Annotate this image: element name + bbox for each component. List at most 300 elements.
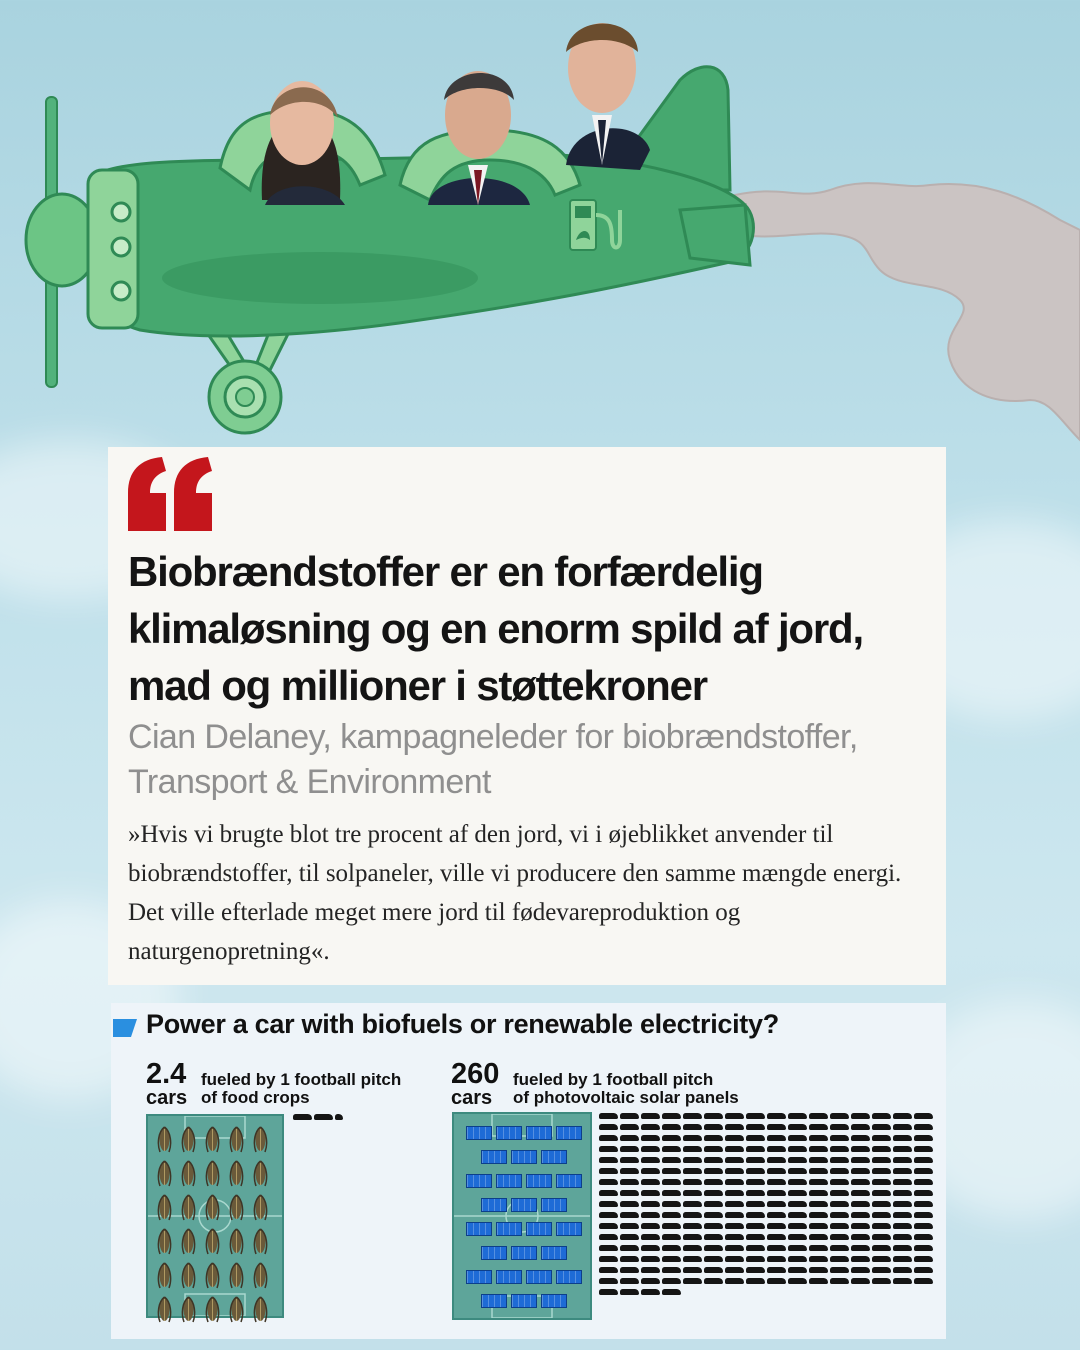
- solar-panel-icon: [481, 1246, 507, 1260]
- quote-card: [108, 447, 946, 985]
- car-icon: [704, 1124, 723, 1130]
- car-icon: [830, 1278, 849, 1284]
- quote-mark-icon: [126, 453, 216, 531]
- car-icon: [704, 1201, 723, 1207]
- car-icon: [809, 1157, 828, 1163]
- car-icon: [599, 1146, 618, 1152]
- car-icon: [704, 1146, 723, 1152]
- solar-panel-icon: [466, 1174, 492, 1188]
- pilot-portrait-3: [566, 23, 650, 170]
- car-icon: [872, 1190, 891, 1196]
- crop-icon: [154, 1226, 175, 1256]
- car-icon: [599, 1234, 618, 1240]
- crop-icon: [250, 1226, 271, 1256]
- car-icon: [914, 1157, 933, 1163]
- car-icon: [830, 1256, 849, 1262]
- car-icon: [725, 1223, 744, 1229]
- car-icon: [725, 1157, 744, 1163]
- car-icon: [620, 1278, 639, 1284]
- car-icon: [704, 1135, 723, 1141]
- car-icon: [830, 1113, 849, 1119]
- car-icon: [851, 1190, 870, 1196]
- car-icon: [746, 1256, 765, 1262]
- car-icon: [872, 1124, 891, 1130]
- car-icon: [746, 1190, 765, 1196]
- car-icon: [725, 1168, 744, 1174]
- car-icon: [704, 1256, 723, 1262]
- crop-icon: [250, 1260, 271, 1290]
- car-icon: [704, 1234, 723, 1240]
- crop-icon: [154, 1294, 175, 1324]
- crop-icon: [250, 1158, 271, 1188]
- biofuel-cars: [293, 1114, 363, 1120]
- car-icon: [683, 1256, 702, 1262]
- crop-icon: [178, 1260, 199, 1290]
- car-icon: [851, 1179, 870, 1185]
- car-icon: [809, 1245, 828, 1251]
- car-icon: [767, 1113, 786, 1119]
- car-icon: [914, 1135, 933, 1141]
- car-icon: [662, 1278, 681, 1284]
- car-icon: [599, 1168, 618, 1174]
- car-icon: [872, 1146, 891, 1152]
- car-icon: [662, 1157, 681, 1163]
- car-icon: [641, 1135, 660, 1141]
- car-icon: [872, 1245, 891, 1251]
- solar-value: 260: [451, 1058, 500, 1090]
- car-icon: [914, 1234, 933, 1240]
- car-icon: [620, 1135, 639, 1141]
- car-icon: [830, 1223, 849, 1229]
- solar-panel-icon: [511, 1198, 537, 1212]
- car-icon: [683, 1234, 702, 1240]
- biofuel-stat: [146, 1059, 436, 1109]
- car-icon: [683, 1278, 702, 1284]
- car-icon: [872, 1278, 891, 1284]
- crop-icon: [226, 1124, 247, 1154]
- car-icon: [788, 1113, 807, 1119]
- car-icon: [809, 1223, 828, 1229]
- car-icon: [599, 1124, 618, 1130]
- solar-panel-icon: [511, 1294, 537, 1308]
- car-icon: [725, 1135, 744, 1141]
- car-icon: [830, 1190, 849, 1196]
- car-icon: [914, 1124, 933, 1130]
- car-icon: [809, 1179, 828, 1185]
- car-icon: [725, 1201, 744, 1207]
- car-icon: [914, 1113, 933, 1119]
- car-icon: [830, 1245, 849, 1251]
- car-icon: [851, 1278, 870, 1284]
- car-icon: [662, 1267, 681, 1273]
- car-icon: [830, 1146, 849, 1152]
- car-icon: [641, 1190, 660, 1196]
- car-icon: [662, 1179, 681, 1185]
- car-icon: [809, 1190, 828, 1196]
- car-icon: [620, 1212, 639, 1218]
- car-icon: [662, 1223, 681, 1229]
- car-icon: [788, 1234, 807, 1240]
- car-icon: [809, 1278, 828, 1284]
- car-icon: [893, 1168, 912, 1174]
- car-icon: [683, 1223, 702, 1229]
- car-icon: [746, 1278, 765, 1284]
- car-icon: [851, 1157, 870, 1163]
- solar-panel-icon: [496, 1174, 522, 1188]
- solar-unit: cars: [451, 1087, 493, 1109]
- car-icon: [641, 1201, 660, 1207]
- car-icon: [746, 1179, 765, 1185]
- car-icon: [620, 1201, 639, 1207]
- car-icon: [767, 1201, 786, 1207]
- car-icon: [704, 1179, 723, 1185]
- car-icon: [872, 1223, 891, 1229]
- car-icon: [788, 1223, 807, 1229]
- car-icon: [599, 1289, 618, 1295]
- solar-stat: [451, 1059, 811, 1109]
- car-icon: [767, 1168, 786, 1174]
- solar-panel-icon: [556, 1222, 582, 1236]
- solar-line2: of photovoltaic solar panels: [513, 1088, 739, 1107]
- car-icon: [788, 1179, 807, 1185]
- car-icon: [872, 1212, 891, 1218]
- car-icon: [893, 1135, 912, 1141]
- car-icon: [725, 1124, 744, 1130]
- solar-panel-icon: [541, 1198, 567, 1212]
- solar-panel-icon: [481, 1198, 507, 1212]
- car-icon: [914, 1267, 933, 1273]
- car-icon: [851, 1113, 870, 1119]
- car-icon: [914, 1201, 933, 1207]
- car-icon: [599, 1245, 618, 1251]
- car-icon: [683, 1168, 702, 1174]
- car-icon: [893, 1113, 912, 1119]
- car-icon: [851, 1135, 870, 1141]
- car-icon: [893, 1146, 912, 1152]
- crop-icon: [202, 1294, 223, 1324]
- solar-field-pitch: [452, 1112, 592, 1320]
- car-icon: [704, 1113, 723, 1119]
- car-icon: [830, 1179, 849, 1185]
- car-icon: [725, 1234, 744, 1240]
- car-icon: [662, 1256, 681, 1262]
- crop-icon: [154, 1260, 175, 1290]
- car-icon: [620, 1168, 639, 1174]
- car-icon: [683, 1113, 702, 1119]
- crop-icon: [226, 1226, 247, 1256]
- car-icon: [788, 1124, 807, 1130]
- car-icon: [851, 1146, 870, 1152]
- crop-icon: [178, 1192, 199, 1222]
- car-icon: [620, 1113, 639, 1119]
- car-icon: [767, 1157, 786, 1163]
- car-icon: [809, 1212, 828, 1218]
- solar-panel-icon: [526, 1222, 552, 1236]
- car-icon: [641, 1212, 660, 1218]
- car-icon: [914, 1278, 933, 1284]
- car-icon: [704, 1267, 723, 1273]
- car-icon: [620, 1179, 639, 1185]
- car-icon: [851, 1124, 870, 1130]
- car-icon: [788, 1267, 807, 1273]
- car-icon: [599, 1113, 618, 1119]
- car-icon: [746, 1168, 765, 1174]
- car-icon: [788, 1146, 807, 1152]
- car-icon: [830, 1135, 849, 1141]
- car-icon: [809, 1267, 828, 1273]
- car-icon: [704, 1278, 723, 1284]
- biofuel-value: 2.4: [146, 1058, 187, 1090]
- car-icon: [683, 1190, 702, 1196]
- car-icon: [872, 1267, 891, 1273]
- car-icon: [893, 1124, 912, 1130]
- car-icon: [809, 1256, 828, 1262]
- car-icon: [788, 1256, 807, 1262]
- crop-icon: [202, 1124, 223, 1154]
- airplane-illustration: [0, 0, 1080, 450]
- car-icon: [893, 1212, 912, 1218]
- solar-panel-icon: [556, 1126, 582, 1140]
- car-icon: [641, 1124, 660, 1130]
- car-icon: [893, 1190, 912, 1196]
- car-icon: [893, 1157, 912, 1163]
- car-icon: [767, 1256, 786, 1262]
- car-icon: [641, 1223, 660, 1229]
- car-icon: [662, 1124, 681, 1130]
- car-icon: [851, 1212, 870, 1218]
- crop-icon: [154, 1192, 175, 1222]
- car-icon: [872, 1135, 891, 1141]
- car-icon: [809, 1113, 828, 1119]
- car-icon: [683, 1212, 702, 1218]
- car-icon: [809, 1168, 828, 1174]
- car-icon: [809, 1146, 828, 1152]
- car-icon: [662, 1135, 681, 1141]
- car-icon: [914, 1179, 933, 1185]
- smoke-trail: [735, 183, 1080, 440]
- car-icon: [725, 1256, 744, 1262]
- car-icon: [767, 1223, 786, 1229]
- car-icon: [746, 1157, 765, 1163]
- crop-icon: [226, 1192, 247, 1222]
- car-icon: [314, 1114, 333, 1120]
- car-icon: [683, 1135, 702, 1141]
- car-icon: [914, 1245, 933, 1251]
- solar-panel-icon: [496, 1270, 522, 1284]
- car-icon: [767, 1212, 786, 1218]
- landing-gear: [205, 330, 290, 433]
- car-icon: [599, 1278, 618, 1284]
- crop-icon: [154, 1158, 175, 1188]
- car-icon: [293, 1114, 312, 1120]
- car-icon: [683, 1267, 702, 1273]
- infographic-card: [111, 1003, 946, 1339]
- car-icon: [746, 1245, 765, 1251]
- crop-icon: [250, 1124, 271, 1154]
- car-icon: [872, 1168, 891, 1174]
- car-icon: [599, 1256, 618, 1262]
- car-icon: [620, 1234, 639, 1240]
- car-icon: [914, 1146, 933, 1152]
- car-icon: [620, 1245, 639, 1251]
- solar-cars: [599, 1113, 935, 1295]
- quote-body: »Hvis vi brugte blot tre procent af den jord, vi i øjeblikket anvender til biobrændstoffer, til solpaneler, ville vi producere den samme mængde energi. Det ville efterlade meget mere jord til fødevareproduktion og naturgenopretning«.: [128, 821, 902, 965]
- car-icon: [767, 1267, 786, 1273]
- car-icon: [872, 1157, 891, 1163]
- car-icon: [662, 1289, 681, 1295]
- car-icon: [746, 1113, 765, 1119]
- car-icon: [851, 1168, 870, 1174]
- crop-icon: [178, 1294, 199, 1324]
- solar-panel-icon: [556, 1270, 582, 1284]
- car-icon: [893, 1245, 912, 1251]
- car-icon: [683, 1245, 702, 1251]
- car-icon: [746, 1201, 765, 1207]
- car-icon: [851, 1267, 870, 1273]
- car-icon: [830, 1168, 849, 1174]
- car-icon: [893, 1267, 912, 1273]
- car-icon: [335, 1114, 343, 1120]
- car-icon: [620, 1289, 639, 1295]
- car-icon: [767, 1190, 786, 1196]
- car-icon: [620, 1256, 639, 1262]
- car-icon: [746, 1267, 765, 1273]
- solar-panel-icon: [466, 1270, 492, 1284]
- wing: [162, 252, 478, 304]
- car-icon: [746, 1234, 765, 1240]
- car-icon: [704, 1168, 723, 1174]
- car-icon: [851, 1234, 870, 1240]
- car-icon: [851, 1256, 870, 1262]
- crop-icon: [178, 1158, 199, 1188]
- car-icon: [767, 1146, 786, 1152]
- car-icon: [641, 1113, 660, 1119]
- crop-icon: [178, 1226, 199, 1256]
- car-icon: [746, 1135, 765, 1141]
- crop-icon: [226, 1260, 247, 1290]
- car-icon: [851, 1245, 870, 1251]
- car-icon: [872, 1179, 891, 1185]
- crop-icon: [178, 1124, 199, 1154]
- car-icon: [725, 1179, 744, 1185]
- car-icon: [788, 1245, 807, 1251]
- car-icon: [704, 1157, 723, 1163]
- quote-headline: Biobrændstoffer er en forfærdelig klimaløsning og en enorm spild af jord, mad og millioner i støttekroner: [128, 548, 863, 709]
- car-icon: [662, 1146, 681, 1152]
- car-icon: [851, 1201, 870, 1207]
- car-icon: [767, 1278, 786, 1284]
- solar-panel-icon: [556, 1174, 582, 1188]
- solar-panel-icon: [496, 1126, 522, 1140]
- car-icon: [893, 1201, 912, 1207]
- car-icon: [725, 1212, 744, 1218]
- car-icon: [809, 1201, 828, 1207]
- car-icon: [599, 1190, 618, 1196]
- car-icon: [746, 1124, 765, 1130]
- solar-panel-icon: [526, 1174, 552, 1188]
- car-icon: [872, 1234, 891, 1240]
- car-icon: [725, 1278, 744, 1284]
- car-icon: [788, 1212, 807, 1218]
- car-icon: [725, 1113, 744, 1119]
- car-icon: [872, 1256, 891, 1262]
- car-icon: [725, 1146, 744, 1152]
- car-icon: [767, 1234, 786, 1240]
- car-icon: [914, 1256, 933, 1262]
- car-icon: [914, 1168, 933, 1174]
- car-icon: [893, 1223, 912, 1229]
- car-icon: [620, 1124, 639, 1130]
- car-icon: [662, 1212, 681, 1218]
- crop-icon: [202, 1260, 223, 1290]
- car-icon: [704, 1223, 723, 1229]
- car-icon: [641, 1234, 660, 1240]
- car-icon: [662, 1234, 681, 1240]
- car-icon: [830, 1201, 849, 1207]
- title-flag-icon: [113, 1019, 137, 1037]
- car-icon: [830, 1234, 849, 1240]
- car-icon: [641, 1278, 660, 1284]
- car-icon: [746, 1223, 765, 1229]
- solar-panel-icon: [541, 1246, 567, 1260]
- car-icon: [872, 1113, 891, 1119]
- car-icon: [914, 1212, 933, 1218]
- car-icon: [620, 1146, 639, 1152]
- car-icon: [641, 1289, 660, 1295]
- car-icon: [809, 1124, 828, 1130]
- car-icon: [620, 1267, 639, 1273]
- car-icon: [662, 1113, 681, 1119]
- quote-source: Cian Delaney, kampagneleder for biobrændstoffer, Transport & Environment: [128, 718, 858, 801]
- crop-icon: [250, 1294, 271, 1324]
- solar-panel-icon: [466, 1222, 492, 1236]
- car-icon: [662, 1168, 681, 1174]
- solar-panel-icon: [511, 1246, 537, 1260]
- biofuel-unit: cars: [146, 1087, 188, 1109]
- car-icon: [599, 1267, 618, 1273]
- car-icon: [893, 1234, 912, 1240]
- car-icon: [893, 1278, 912, 1284]
- car-icon: [788, 1278, 807, 1284]
- car-icon: [641, 1157, 660, 1163]
- car-icon: [725, 1190, 744, 1196]
- crop-icon: [154, 1124, 175, 1154]
- car-icon: [767, 1135, 786, 1141]
- biofuel-line1: fueled by 1 football pitch: [201, 1070, 402, 1089]
- car-icon: [620, 1190, 639, 1196]
- car-icon: [830, 1157, 849, 1163]
- car-icon: [830, 1267, 849, 1273]
- car-icon: [809, 1135, 828, 1141]
- car-icon: [830, 1212, 849, 1218]
- car-icon: [788, 1201, 807, 1207]
- crop-icon: [226, 1158, 247, 1188]
- car-icon: [872, 1201, 891, 1207]
- car-icon: [788, 1168, 807, 1174]
- car-icon: [641, 1245, 660, 1251]
- car-icon: [599, 1157, 618, 1163]
- car-icon: [893, 1179, 912, 1185]
- car-icon: [851, 1223, 870, 1229]
- solar-panel-icon: [526, 1126, 552, 1140]
- car-icon: [641, 1267, 660, 1273]
- car-icon: [662, 1190, 681, 1196]
- car-icon: [599, 1179, 618, 1185]
- crop-icon: [250, 1192, 271, 1222]
- solar-panel-icon: [466, 1126, 492, 1140]
- crop-icon: [202, 1226, 223, 1256]
- car-icon: [788, 1135, 807, 1141]
